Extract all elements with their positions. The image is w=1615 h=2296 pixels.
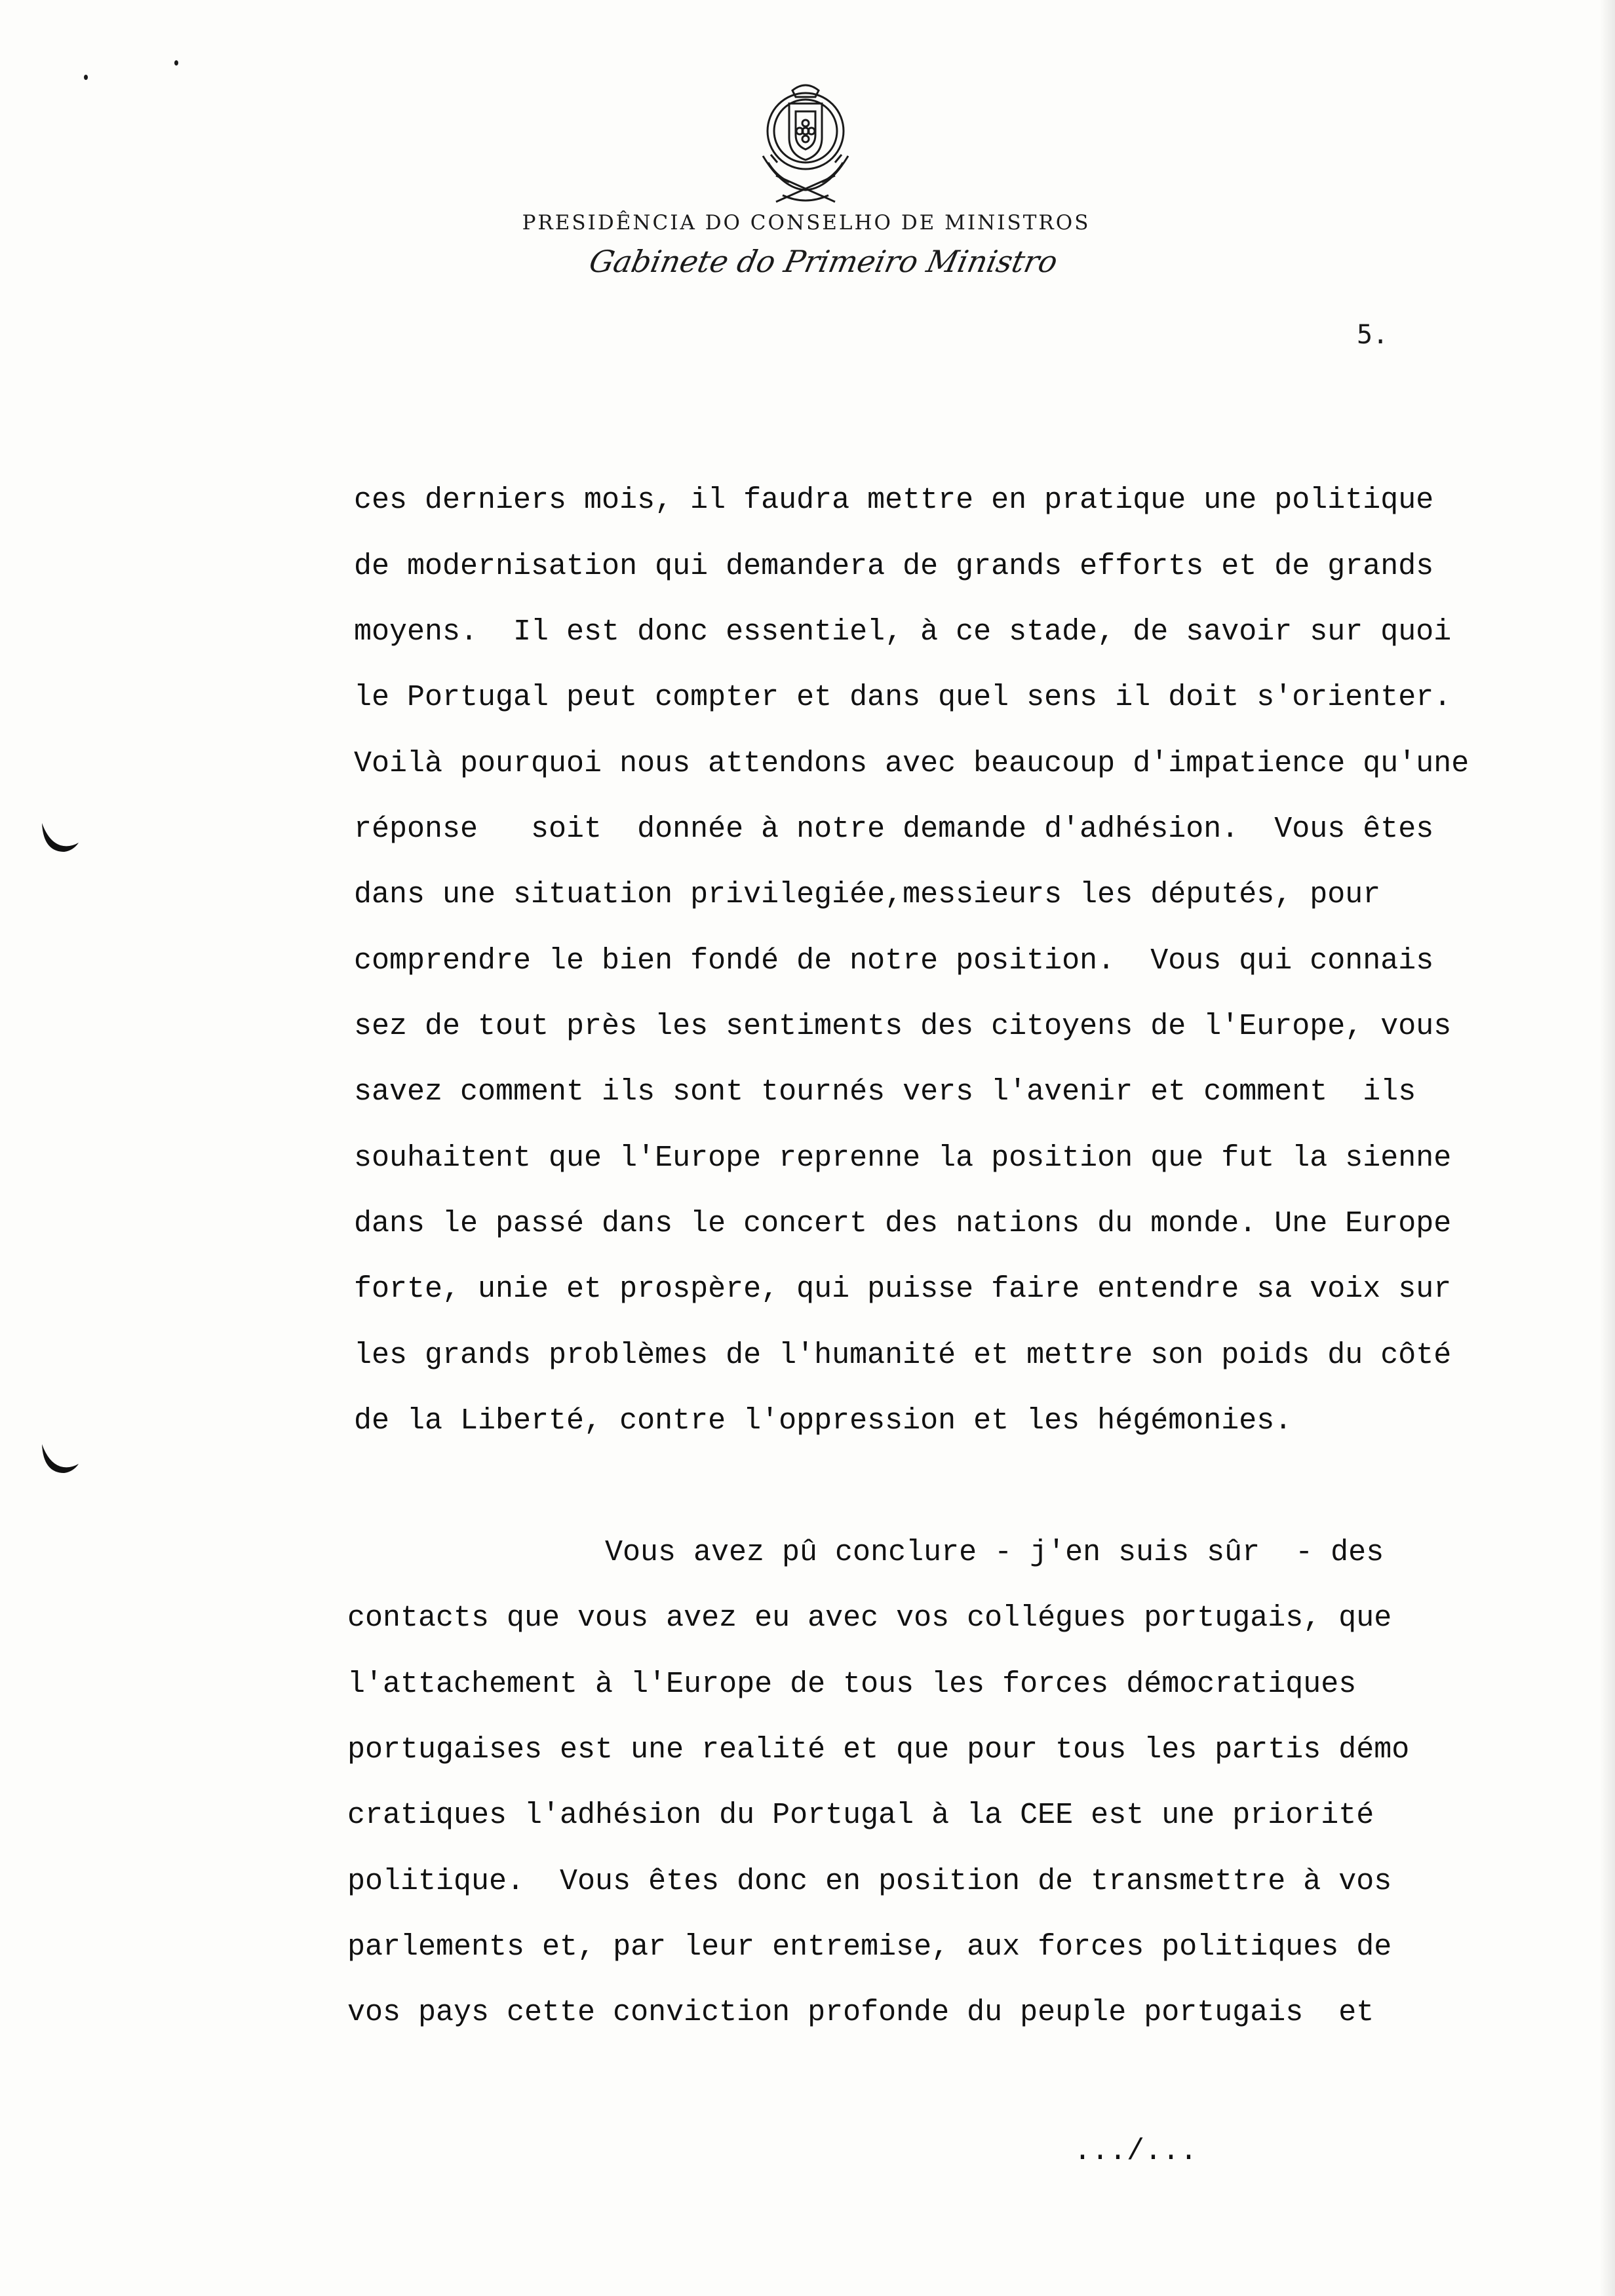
text-line: politique. Vous êtes donc en position de transmettre à vos — [347, 1865, 1392, 1898]
punch-hole-mark — [38, 818, 80, 860]
text-line: de la Liberté, contre l'oppression et les hégémonies. — [354, 1404, 1293, 1438]
cabinet-subtitle: Gabinete do Primeiro Ministro — [586, 244, 1061, 279]
text-line: savez comment ils sont tournés vers l'avenir et comment ils — [354, 1075, 1416, 1109]
text-line: ces derniers mois, il faudra mettre en pratique une politique — [354, 484, 1434, 517]
text-line: parlements et, par leur entremise, aux forces politiques de — [347, 1930, 1392, 1964]
text-line: dans une situation privilegiée,messieurs les députés, pour — [354, 878, 1381, 911]
continuation-mark: .../... — [1074, 2135, 1198, 2168]
stray-mark — [84, 75, 88, 80]
text-line: souhaitent que l'Europe reprenne la position que fut la sienne — [354, 1141, 1452, 1175]
text-line: forte, unie et prospère, qui puisse faire entendre sa voix sur — [354, 1272, 1452, 1306]
text-line: le Portugal peut compter et dans quel sens il doit s'orienter. — [354, 681, 1452, 714]
punch-hole-mark — [38, 1439, 80, 1481]
coat-of-arms-emblem — [737, 77, 874, 208]
text-line: dans le passé dans le concert des nations du monde. Une Europe — [354, 1207, 1452, 1240]
text-line: les grands problèmes de l'humanité et mettre son poids du côté — [354, 1339, 1452, 1372]
text-line: Voilà pourquoi nous attendons avec beaucoup d'impatience qu'une — [354, 747, 1469, 780]
text-line: l'attachement à l'Europe de tous les forces démocratiques — [347, 1668, 1357, 1701]
text-line: comprendre le bien fondé de notre position. Vous qui connais — [354, 944, 1434, 978]
ministry-title: PRESIDÊNCIA DO CONSELHO DE MINISTROS — [522, 211, 1091, 235]
stray-mark — [174, 60, 178, 66]
text-line: moyens. Il est donc essentiel, à ce stade, de savoir sur quoi — [354, 615, 1452, 649]
text-line: portugaises est une realité et que pour tous les partis démo — [347, 1733, 1410, 1767]
page-number: 5. — [1357, 320, 1389, 350]
text-line: vos pays cette conviction profonde du peuple portugais et — [347, 1996, 1374, 2029]
text-line: cratiques l'adhésion du Portugal à la CEE est une priorité — [347, 1799, 1374, 1832]
scan-edge-shadow — [1599, 0, 1615, 2296]
text-line: réponse soit donnée à notre demande d'adhésion. Vous êtes — [354, 813, 1434, 846]
text-line: sez de tout près les sentiments des citoyens de l'Europe, vous — [354, 1010, 1452, 1043]
text-line: contacts que vous avez eu avec vos collégues portugais, que — [347, 1601, 1392, 1635]
text-line: Vous avez pû conclure - j'en suis sûr - des — [605, 1536, 1384, 1569]
text-line: de modernisation qui demandera de grands efforts et de grands — [354, 550, 1434, 583]
